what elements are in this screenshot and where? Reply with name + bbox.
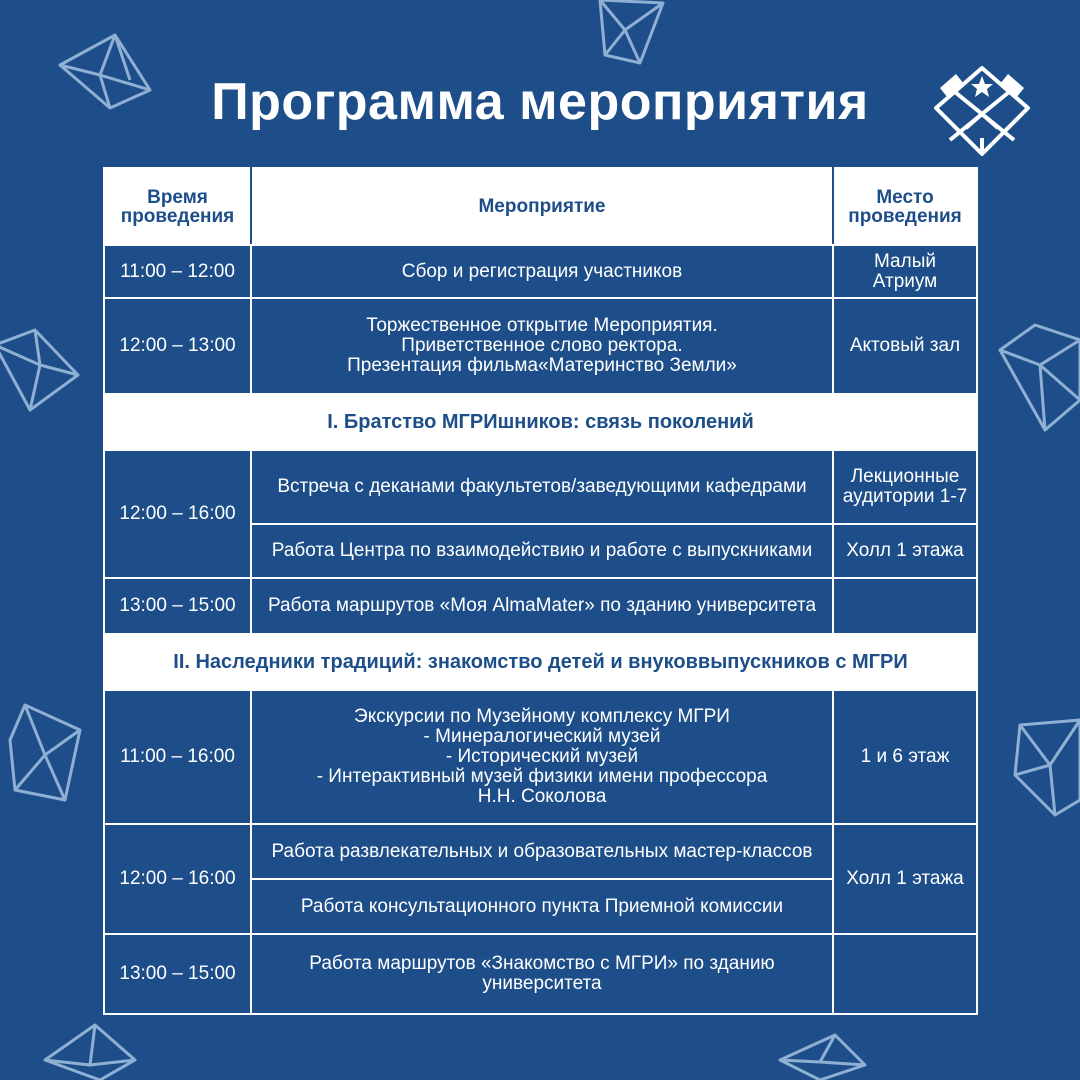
place-cell: Лекционные аудитории 1-7 bbox=[833, 450, 977, 524]
crystal-icon bbox=[995, 320, 1080, 435]
time-cell: 13:00 – 15:00 bbox=[104, 578, 251, 634]
table-row bbox=[104, 690, 977, 824]
event-cell: Сбор и регистрация участников bbox=[251, 245, 833, 298]
place-cell: 1 и 6 этаж bbox=[833, 690, 977, 824]
table-row bbox=[104, 245, 977, 298]
crystal-icon bbox=[585, 0, 670, 70]
crystal-icon bbox=[40, 1020, 140, 1080]
time-cell: 12:00 – 16:00 bbox=[104, 824, 251, 934]
crystal-icon bbox=[1010, 715, 1080, 820]
table-header-row bbox=[104, 168, 977, 245]
header-time: Время проведения bbox=[104, 168, 251, 245]
page-title: Программа мероприятия bbox=[211, 73, 869, 131]
time-cell: 13:00 – 15:00 bbox=[104, 934, 251, 1014]
section-row bbox=[104, 634, 977, 690]
time-cell: 11:00 – 12:00 bbox=[104, 245, 251, 298]
event-cell: Экскурсии по Музейному комплексу МГРИ - Минералогический музей - Исторический музей - Интерактивный музей физики имени профессора Н.Н. Соколова bbox=[251, 690, 833, 824]
section-row bbox=[104, 394, 977, 450]
place-cell bbox=[833, 934, 977, 1014]
header-event: Мероприятие bbox=[251, 168, 833, 245]
section-title: I. Братство МГРИшников: связь поколений bbox=[104, 394, 977, 450]
time-cell: 12:00 – 16:00 bbox=[104, 450, 251, 578]
section-title: II. Наследники традиций: знакомство детей и внуковвыпускников с МГРИ bbox=[104, 634, 977, 690]
time-cell: 12:00 – 13:00 bbox=[104, 298, 251, 394]
place-cell bbox=[833, 578, 977, 634]
table-row bbox=[104, 578, 977, 634]
event-cell: Работа маршрутов «Знакомство с МГРИ» по зданию университета bbox=[251, 934, 833, 1014]
table-row bbox=[104, 298, 977, 394]
place-cell: Актовый зал bbox=[833, 298, 977, 394]
crystal-icon bbox=[0, 325, 85, 415]
event-cell: Работа консультационного пункта Приемной комиссии bbox=[251, 879, 833, 934]
time-cell: 11:00 – 16:00 bbox=[104, 690, 251, 824]
crystal-icon bbox=[775, 1030, 870, 1080]
schedule-table bbox=[103, 167, 976, 1015]
place-cell: Малый Атриум bbox=[833, 245, 977, 298]
place-cell: Холл 1 этажа bbox=[833, 524, 977, 578]
crystal-icon bbox=[5, 700, 90, 810]
header-place: Место проведения bbox=[833, 168, 977, 245]
event-cell: Встреча с деканами факультетов/заведующими кафедрами bbox=[251, 450, 833, 524]
event-cell: Работа маршрутов «Моя AlmaMater» по зданию университета bbox=[251, 578, 833, 634]
event-cell: Торжественное открытие Мероприятия. Приветственное слово ректора. Презентация фильма«Материнство Земли» bbox=[251, 298, 833, 394]
event-cell: Работа развлекательных и образовательных мастер-классов bbox=[251, 824, 833, 879]
table-row bbox=[104, 824, 977, 879]
table-row bbox=[104, 450, 977, 524]
place-cell: Холл 1 этажа bbox=[833, 824, 977, 934]
table-row bbox=[104, 934, 977, 1014]
event-cell: Работа Центра по взаимодействию и работе с выпускниками bbox=[251, 524, 833, 578]
